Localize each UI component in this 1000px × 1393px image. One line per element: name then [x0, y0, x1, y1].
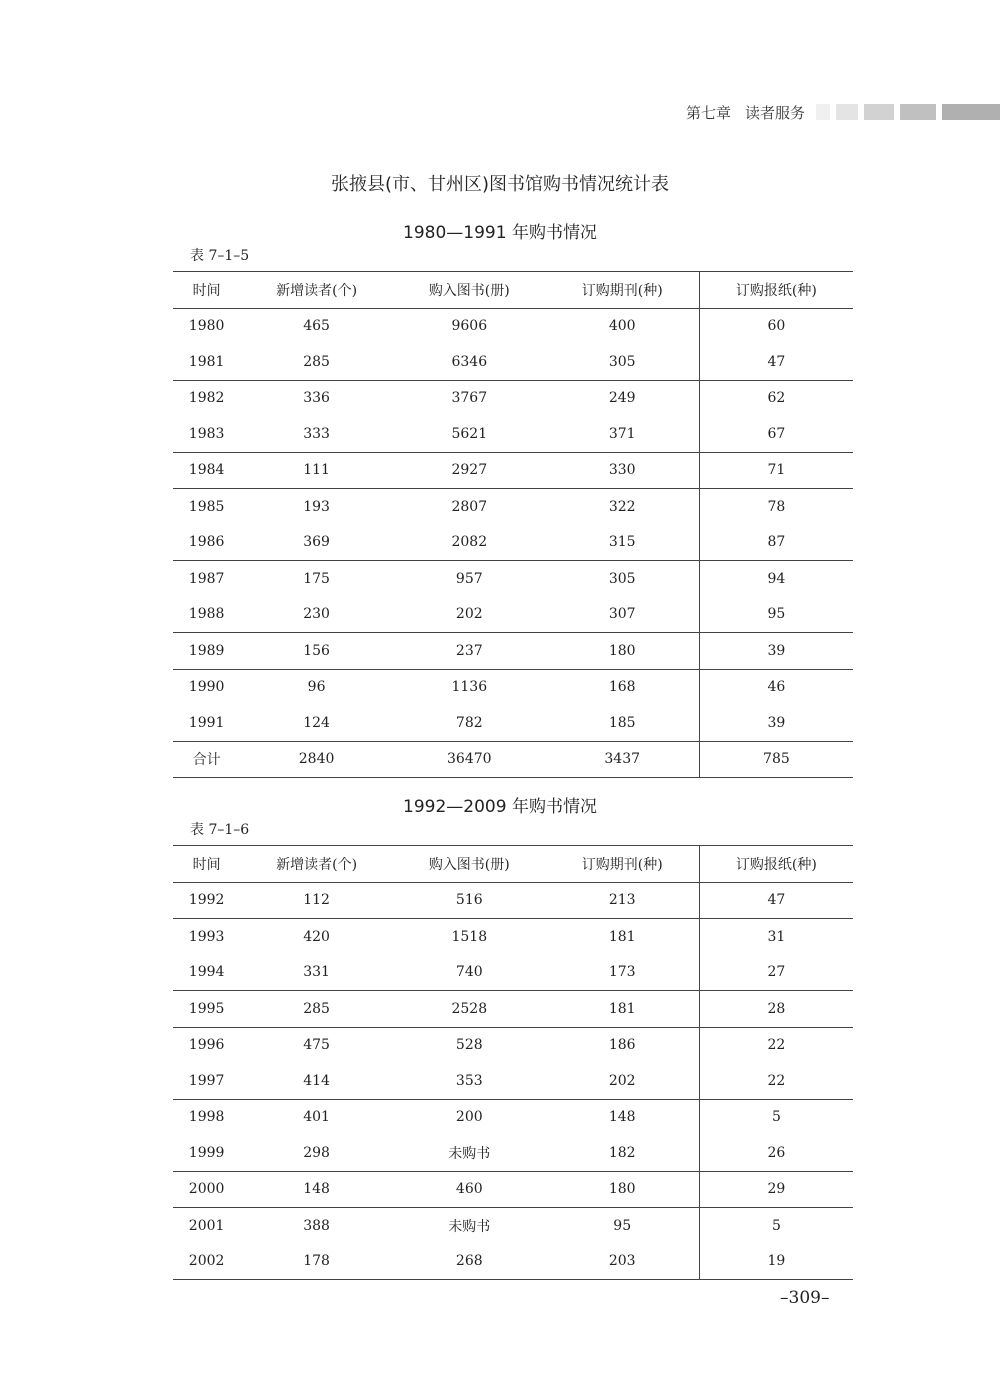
cell-newspapers: 47 [699, 882, 853, 919]
table-row [173, 741, 853, 778]
header-decor-block-3 [864, 104, 894, 120]
cell-periodicals: 185 [608, 714, 636, 731]
col-header-books: 购入图书(册) [393, 272, 546, 309]
cell-time: 1984 [173, 452, 240, 489]
cell-books: 未购书 [448, 1145, 491, 1162]
cell-new-readers: 285 [303, 353, 330, 370]
cell-books: 2807 [393, 489, 546, 525]
table-row [173, 1099, 853, 1135]
cell-time: 1995 [173, 991, 240, 1028]
cell-books: 2927 [393, 452, 546, 489]
cell-periodicals: 181 [546, 919, 700, 955]
cell-time: 1980 [188, 318, 225, 335]
cell-time: 2002 [173, 1244, 240, 1280]
cell-time: 1998 [173, 1099, 240, 1135]
table-row [173, 955, 853, 991]
table-row [173, 561, 853, 597]
cell-newspapers: 28 [699, 991, 853, 1028]
cell-periodicals: 213 [608, 892, 636, 909]
cell-books: 528 [393, 1027, 546, 1063]
cell-newspapers: 62 [699, 380, 853, 416]
cell-books: 2082 [451, 534, 488, 551]
cell-new-readers: 331 [303, 964, 330, 981]
cell-time: 1987 [173, 561, 240, 597]
cell-books: 782 [455, 714, 483, 731]
cell-periodicals: 148 [546, 1099, 700, 1135]
cell-periodicals: 203 [546, 1244, 700, 1280]
cell-time: 合计 [173, 741, 240, 778]
table-row [173, 919, 853, 955]
table-row [173, 452, 853, 489]
col-header-new-readers: 新增读者(个) [240, 846, 393, 883]
cell-books: 740 [455, 964, 483, 981]
cell-newspapers: 22 [699, 1063, 853, 1099]
cell-new-readers: 96 [240, 669, 393, 705]
col-header-time: 时间 [173, 846, 240, 883]
cell-new-readers: 333 [303, 425, 330, 442]
cell-newspapers: 94 [699, 561, 853, 597]
cell-time: 1990 [173, 669, 240, 705]
cell-new-readers: 388 [240, 1208, 393, 1244]
cell-newspapers: 19 [699, 1244, 853, 1280]
table-row [173, 489, 853, 525]
table-row [173, 380, 853, 416]
cell-periodicals: 95 [546, 1208, 700, 1244]
cell-books: 9606 [451, 318, 488, 335]
cell-new-readers: 420 [240, 919, 393, 955]
cell-newspapers: 5 [699, 1208, 853, 1244]
table-row [173, 1171, 853, 1208]
cell-new-readers: 124 [303, 714, 330, 731]
table-row [173, 597, 853, 633]
cell-periodicals: 182 [608, 1144, 636, 1161]
col-header-periodicals: 订购期刊(种) [546, 272, 700, 309]
cell-time: 1981 [188, 353, 225, 370]
cell-new-readers: 285 [240, 991, 393, 1028]
cell-new-readers: 475 [240, 1027, 393, 1063]
cell-periodicals: 315 [608, 534, 636, 551]
cell-periodicals: 186 [546, 1027, 700, 1063]
cell-books: 957 [393, 561, 546, 597]
col-header-books: 购入图书(册) [393, 846, 546, 883]
cell-new-readers: 111 [240, 452, 393, 489]
table-row [173, 669, 853, 705]
cell-books: 353 [455, 1072, 483, 1089]
cell-books: 200 [393, 1099, 546, 1135]
cell-periodicals: 330 [546, 452, 700, 489]
cell-newspapers: 67 [699, 416, 853, 452]
cell-new-readers: 148 [240, 1171, 393, 1208]
cell-books: 6346 [451, 353, 488, 370]
page-number: –309– [780, 1288, 830, 1308]
cell-newspapers: 785 [699, 741, 853, 778]
cell-newspapers: 95 [699, 597, 853, 633]
table-row [173, 633, 853, 670]
table-row [173, 705, 853, 741]
table-row [173, 1208, 853, 1244]
cell-new-readers: 230 [303, 606, 330, 623]
cell-time: 1999 [188, 1144, 225, 1161]
cell-time: 1989 [173, 633, 240, 670]
cell-books: 1136 [393, 669, 546, 705]
cell-newspapers: 47 [699, 344, 853, 380]
header-decor-block-5 [942, 104, 1000, 120]
cell-periodicals: 305 [608, 353, 636, 370]
table-header-row [173, 846, 853, 883]
cell-new-readers: 369 [303, 534, 330, 551]
cell-newspapers: 60 [699, 308, 853, 344]
cell-new-readers: 465 [303, 318, 330, 335]
cell-books: 516 [455, 892, 483, 909]
cell-time: 1991 [188, 714, 225, 731]
cell-periodicals: 180 [546, 1171, 700, 1208]
cell-time: 1996 [173, 1027, 240, 1063]
cell-time: 1988 [188, 606, 225, 623]
cell-periodicals: 371 [608, 425, 636, 442]
cell-periodicals: 249 [546, 380, 700, 416]
col-header-newspapers: 订购报纸(种) [699, 272, 853, 309]
cell-time: 1992 [188, 892, 225, 909]
col-header-newspapers: 订购报纸(种) [699, 846, 853, 883]
cell-periodicals: 3437 [546, 741, 700, 778]
col-header-time: 时间 [173, 272, 240, 309]
table-row [173, 525, 853, 561]
cell-newspapers: 87 [699, 525, 853, 561]
cell-new-readers: 175 [240, 561, 393, 597]
cell-time: 1985 [173, 489, 240, 525]
cell-newspapers: 78 [699, 489, 853, 525]
cell-books: 237 [393, 633, 546, 670]
cell-books: 460 [393, 1171, 546, 1208]
section-label: 读者服务 [745, 103, 806, 122]
cell-periodicals: 400 [608, 318, 636, 335]
cell-newspapers: 31 [699, 919, 853, 955]
cell-new-readers: 298 [303, 1144, 330, 1161]
cell-periodicals: 305 [546, 561, 700, 597]
cell-books: 2528 [393, 991, 546, 1028]
cell-newspapers: 29 [699, 1171, 853, 1208]
table-1980-1991 [173, 271, 853, 778]
cell-time: 1982 [173, 380, 240, 416]
cell-periodicals: 181 [546, 991, 700, 1028]
table1-subtitle: 1980—1991 年购书情况 [403, 223, 597, 243]
table-row [173, 344, 853, 380]
header-decor-block-2 [836, 104, 858, 120]
cell-new-readers: 156 [240, 633, 393, 670]
table-row [173, 308, 853, 344]
cell-time: 2000 [173, 1171, 240, 1208]
table1-label: 表 7–1–5 [190, 248, 250, 264]
cell-new-readers: 112 [303, 892, 330, 909]
col-header-periodicals: 订购期刊(种) [546, 846, 700, 883]
cell-new-readers: 401 [240, 1099, 393, 1135]
table-1992-2009 [173, 845, 853, 1280]
cell-time: 2001 [173, 1208, 240, 1244]
table-row [173, 882, 853, 919]
cell-time: 1993 [173, 919, 240, 955]
cell-time: 1994 [188, 964, 225, 981]
cell-time: 1997 [188, 1072, 225, 1089]
cell-newspapers: 71 [699, 452, 853, 489]
cell-newspapers: 39 [699, 705, 853, 741]
table2-label: 表 7–1–6 [190, 822, 250, 838]
cell-newspapers: 39 [699, 633, 853, 670]
cell-time: 1986 [188, 534, 225, 551]
cell-new-readers: 336 [240, 380, 393, 416]
table-row [173, 1063, 853, 1099]
cell-books: 3767 [393, 380, 546, 416]
cell-books: 202 [455, 606, 483, 623]
cell-newspapers: 22 [699, 1027, 853, 1063]
cell-books: 36470 [393, 741, 546, 778]
cell-new-readers: 2840 [240, 741, 393, 778]
table-row [173, 1027, 853, 1063]
cell-newspapers: 27 [699, 955, 853, 991]
table-header-row [173, 272, 853, 309]
cell-newspapers: 26 [699, 1135, 853, 1171]
header-decor-block-1 [816, 104, 830, 120]
table-row [173, 1135, 853, 1171]
table-row [173, 1244, 853, 1280]
cell-new-readers: 193 [240, 489, 393, 525]
page-title: 张掖县(市、甘州区)图书馆购书情况统计表 [330, 174, 670, 195]
cell-periodicals: 173 [608, 964, 636, 981]
cell-time: 1983 [188, 425, 225, 442]
cell-periodicals: 322 [546, 489, 700, 525]
cell-new-readers: 414 [303, 1072, 330, 1089]
cell-newspapers: 46 [699, 669, 853, 705]
cell-books: 未购书 [393, 1208, 546, 1244]
table-row [173, 416, 853, 452]
chapter-label: 第七章 [686, 103, 732, 122]
cell-new-readers: 178 [240, 1244, 393, 1280]
header-decor-block-4 [900, 104, 936, 120]
col-header-new-readers: 新增读者(个) [240, 272, 393, 309]
cell-periodicals: 307 [608, 606, 636, 623]
running-header [686, 100, 805, 124]
cell-periodicals: 180 [546, 633, 700, 670]
cell-newspapers: 5 [699, 1099, 853, 1135]
cell-books: 5621 [451, 425, 488, 442]
cell-periodicals: 202 [608, 1072, 636, 1089]
table-row [173, 991, 853, 1028]
cell-books: 1518 [393, 919, 546, 955]
cell-books: 268 [393, 1244, 546, 1280]
cell-periodicals: 168 [546, 669, 700, 705]
table2-subtitle: 1992—2009 年购书情况 [403, 797, 597, 817]
